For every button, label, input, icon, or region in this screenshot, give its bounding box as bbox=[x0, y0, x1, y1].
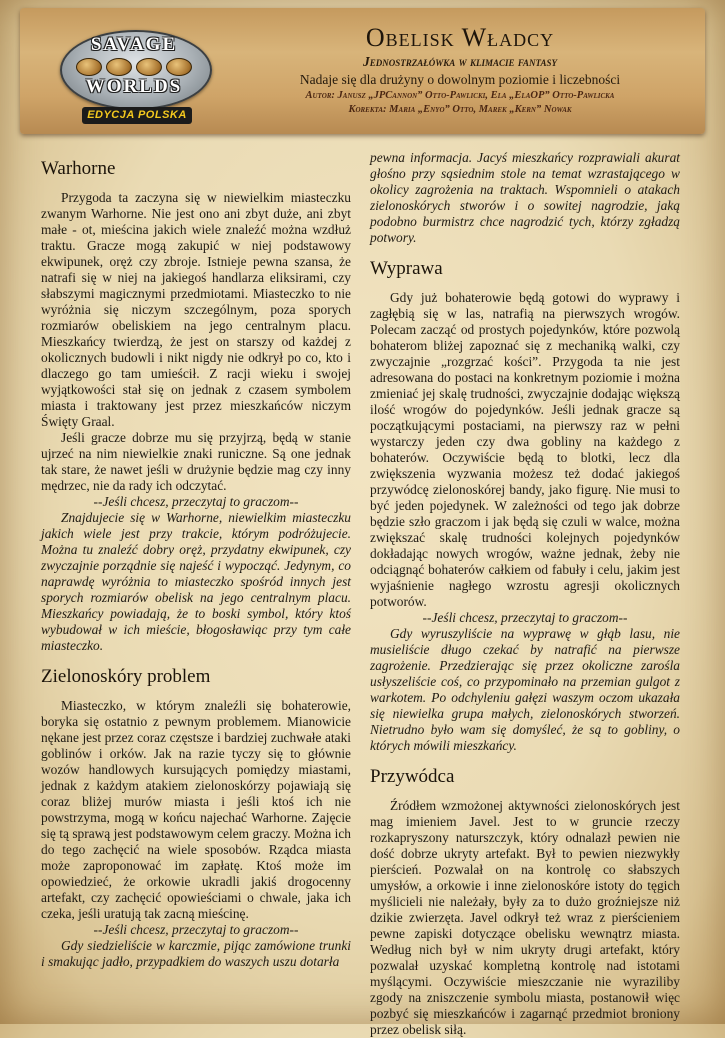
paragraph: Jeśli gracze dobrze mu się przyjrzą, będą w stanie ujrzeć na nim niewielkie znaki runiczne. Są one jednak tak stare, że nawet jeśli w drużynie będzie mag czy inny mędrzec, nie da rady ich odczytać. bbox=[41, 430, 351, 493]
section-heading-warhorne: Warhorne bbox=[41, 158, 116, 179]
right-column bbox=[370, 150, 680, 1038]
logo-edition-badge: EDYCJA POLSKA bbox=[82, 107, 192, 124]
paragraph: Gdy już bohaterowie będą gotowi do wyprawy i zagłębią się w las, natrafią na pierwszych wrogów. Polecam zacząć od prostych pojedynków, które pozwolą bohaterom bliżej zapoznać się z mechaniką walki, czy zwyczajnie „rozgrzać kości”. Przygoda ta nie jest adresowana do postaci na konkretnym poziomie i można zmieniać jej skalę trudności, zwyczajnie dodając większą ilość wrogów do pojedynków. Jeśli jednak gracze są początkującymi postaciami, na pierwszy raz w pełni wystarczy jeden czy dwa gobliny na każdego z bohaterów. Oczywiście będą to blotki, lecz dla zwiększenia wyzwania możesz też dodać jakiegoś przywódcę zielonoskórej bandy, jako figurę. Nie musi to być jeden pojedynek. W zależności od tego jak dobrze będzie szło graczom i jak będą się czuli w walce, można zwiększać skalę trudności kolejnych pojedynków dokładając nowych wrogów, ważne jednak, żeby nie odciągnąć bohaterów całkiem od fabuły i celu, jakim jest wyjaśnienie nagłego wzrostu agresji okolicznych potworów. bbox=[370, 290, 680, 609]
coin-icon bbox=[136, 58, 162, 76]
document-subtitle: Jednostrzałówka w klimacie fantasy bbox=[362, 54, 558, 69]
read-aloud-marker: --Jeśli chcesz, przeczytaj to graczom-- bbox=[93, 922, 299, 937]
coin-icon bbox=[76, 58, 102, 76]
savage-worlds-logo bbox=[54, 24, 214, 124]
paragraph: Przygoda ta zaczyna się w niewielkim miasteczku zwanym Warhorne. Nie jest ono ani zbyt duże, ani zbyt małe - ot, mieścina jakich wiele znaleźć można wzdłuż traktu. Gracze mogą zakupić w niej podstawowy ekwipunek, oręż czy zbroje. Istnieje pewna szansa, że natrafi się w niej na jakiegoś handlarza eliksirami, czy słabszymi magicznymi przedmiotami. Miasteczko to nie wyróżnia się niczym szczególnym, poza sporych rozmiarów obeliskiem na jego centralnym placu. Mieszkańcy twierdzą, że jest on starszy od każdej z okolicznych budowli i nikt nigdy nie odkrył po co, kto i dlaczego go tam umieścił. Z racji wieku i swojej wyjątkowości stał się on jednak z czasem symbolem miasta i traktowany jest przez mieszkańców niczym Święty Graal. bbox=[41, 190, 351, 429]
read-aloud-text: Gdy wyruszyliście na wyprawę w głąb lasu, nie musieliście długo czekać by natrafić na pierwsze zagrożenie. Przedzierając się przez okoliczne zarośla usłyszeliście coś, co przypominało na przemian gulgot z warkotem. Po odchyleniu gałęzi waszym oczom ukazała się niewielka grupa małych, zielonoskórych stworzeń. Nietrudno było wam się domyśleć, że są to gobliny, o których mówili mieszkańcy. bbox=[370, 626, 680, 753]
logo-coins bbox=[76, 58, 192, 76]
section-heading-expedition: Wyprawa bbox=[370, 258, 443, 279]
paragraph: Źródłem wzmożonej aktywności zielonoskórych jest mag imieniem Javel. Jest to w gruncie rzeczy rozkapryszony naturszczyk, który odnalazł pewien nie dość dobrze ukryty artefakt. Był to pewien niezwykły pierścień. Pozwalał on na kontrolę co słabszych umysłów, a orkowie i inne zielonoskóre istoty do tęgich myślicieli nie należały, były za to dużo groźniejsze niż dzikie zwierzęta. Javel odkrył też wraz z pierścieniem pewne zapiski dotyczące obelisku wewnątrz miasta. Według nich był w nim ukryty drugi artefakt, który pozwalał uzyskać kompletną kontrolę nad istotami myślącymi. Oczywiście mieszczanie nie wyraziliby zgody na zniszczenie symbolu miasta, postanowił więc pozbyć się mieszkańców i zagarnąć przedmiot broniony przez obelisk siłą. bbox=[370, 798, 680, 1037]
coin-icon bbox=[166, 58, 192, 76]
coin-icon bbox=[106, 58, 132, 76]
left-column bbox=[41, 150, 351, 970]
paragraph: Miasteczko, w którym znaleźli się bohaterowie, boryka się ostatnio z pewnym problemem. Mianowicie nękane jest przez coraz częstsze i bardziej zuchwałe ataki goblinów i orków. Jak na razie tyczy się to głównie wozów handlowych kursujących pomiędzy miastami, jednak z każdym atakiem zielonoskórzy pojawiają się coraz bliżej murów miasta i jeśli ktoś ich nie powstrzyma, mogą w końcu najechać Warhorne. Zajęcie się tą sprawą jest podstawowym celem graczy. Można ich do tego zachęcić na wiele sposobów. Rządca miasta może zaproponować im zapłatę. Ktoś może im opowiedzieć, że orkowie ukradli jakiś drogocenny artefakt, czy zachęcić opowieściami o chwale, jaka ich czeka, jeśli uratują tak zacną mieścinę. bbox=[41, 698, 351, 921]
section-heading-leader: Przywódca bbox=[370, 766, 455, 787]
logo-bottom-text: WORLDS bbox=[85, 76, 183, 97]
banner-text bbox=[240, 18, 680, 117]
section-heading-green-problem: Zielonoskóry problem bbox=[41, 666, 211, 687]
proofreading-credit: Korekta: Maria „Enyo” Otto, Marek „Kern” Nowak bbox=[348, 104, 572, 115]
document-title: Obelisk Władcy bbox=[365, 23, 555, 52]
document-tagline: Nadaje się dla drużyny o dowolnym poziomie i liczebności bbox=[299, 72, 621, 87]
header-banner bbox=[20, 8, 705, 134]
read-aloud-text: Znajdujecie się w Warhorne, niewielkim miasteczku jakich wiele jest przy trakcie, którym podróżujecie. Można tu znaleźć dobry oręż, przydatny ekwipunek, czy zwyczajnie porządnie się najeść i wypocząć. Jedynym, co naprawdę wyróżnia to miasteczko spośród innych jest sporych rozmiarów obelisk na jego centralnym placu. Mieszkańcy powiadają, że to boski symbol, który ktoś wybudował w ich mieście, błogosławiąc przy tym całe miasteczko. bbox=[41, 510, 351, 653]
read-aloud-text-continued: pewna informacja. Jacyś mieszkańcy rozprawiali akurat głośno przy sąsiednim stole na temat wzrastającego w okolicy zagrożenia na traktach. Wspomnieli o atakach zielonoskórych stworów i o sowitej nagrodzie, jaką podobno burmistrz chce nagrodzić tych, którzy zgładzą potwory. bbox=[370, 150, 680, 245]
read-aloud-marker: --Jeśli chcesz, przeczytaj to graczom-- bbox=[93, 494, 299, 509]
logo-top-text: SAVAGE bbox=[90, 34, 178, 55]
authors-credit: Autor: Janusz „JPCannon” Otto-Pawlicki, Ela „ElaOP” Otto-Pawlicka bbox=[305, 90, 615, 101]
read-aloud-marker: --Jeśli chcesz, przeczytaj to graczom-- bbox=[422, 610, 628, 625]
read-aloud-text: Gdy siedzieliście w karczmie, pijąc zamówione trunki i smakując jadło, przypadkiem do waszych uszu dotarła bbox=[41, 938, 351, 969]
